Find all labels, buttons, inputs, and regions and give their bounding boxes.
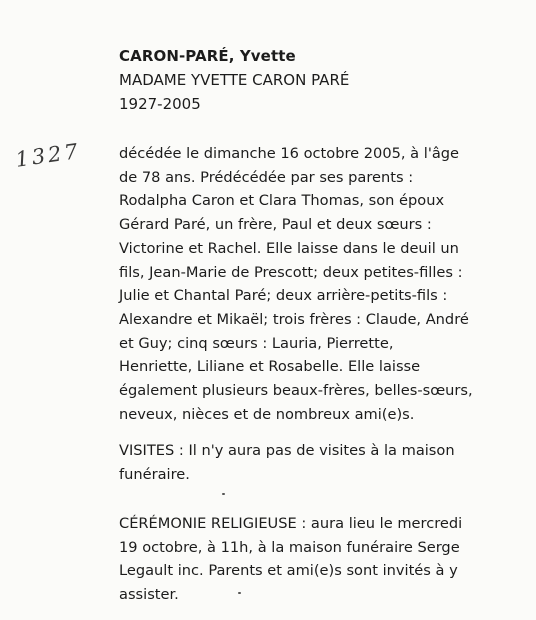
text-line: funéraire. <box>119 465 190 483</box>
text-line: assister. <box>119 586 179 604</box>
ceremony-paragraph <box>119 512 519 607</box>
text-line: 19 octobre, à 11h, à la maison funéraire Serge <box>119 538 460 556</box>
text-line: fils, Jean-Marie de Prescott; deux petites-filles : <box>119 263 463 281</box>
visits-paragraph <box>119 439 519 486</box>
text-line: et Guy; cinq sœurs : Lauria, Pierrette, <box>119 334 394 352</box>
text-line: Gérard Paré, un frère, Paul et deux sœurs : <box>119 216 432 234</box>
scan-speck <box>238 592 241 594</box>
text-line: Alexandre et Mikaël; trois frères : Claude, André <box>119 310 469 328</box>
text-line: VISITES : Il n'y aura pas de visites à la maison <box>119 442 455 459</box>
deceased-full-name: MADAME YVETTE CARON PARÉ <box>119 71 350 89</box>
text-line: également plusieurs beaux-frères, belles-sœurs, <box>119 382 473 400</box>
text-line: de 78 ans. Prédécédée par ses parents : <box>119 168 414 186</box>
text-line: Victorine et Rachel. Elle laisse dans le deuil un <box>119 239 459 257</box>
life-years: 1927-2005 <box>119 95 201 113</box>
scan-speck <box>222 493 225 495</box>
text-line: décédée le dimanche 16 octobre 2005, à l'âge <box>119 145 460 162</box>
text-line: Henriette, Liliane et Rosabelle. Elle laisse <box>119 358 421 376</box>
deceased-name: CARON-PARÉ, Yvette <box>119 47 296 65</box>
text-line: neveux, nièces et de nombreux ami(e)s. <box>119 405 415 423</box>
handwritten-margin-note: 1327 <box>14 138 83 172</box>
text-line: Legault inc. Parents et ami(e)s sont invités à y <box>119 562 458 580</box>
obituary-header <box>119 44 519 116</box>
obituary-paragraph <box>119 142 519 426</box>
text-line: CÉRÉMONIE RELIGIEUSE : aura lieu le mercredi <box>119 515 463 532</box>
text-line: Julie et Chantal Paré; deux arrière-petits-fils : <box>119 287 448 305</box>
text-line: Rodalpha Caron et Clara Thomas, son époux <box>119 192 445 210</box>
